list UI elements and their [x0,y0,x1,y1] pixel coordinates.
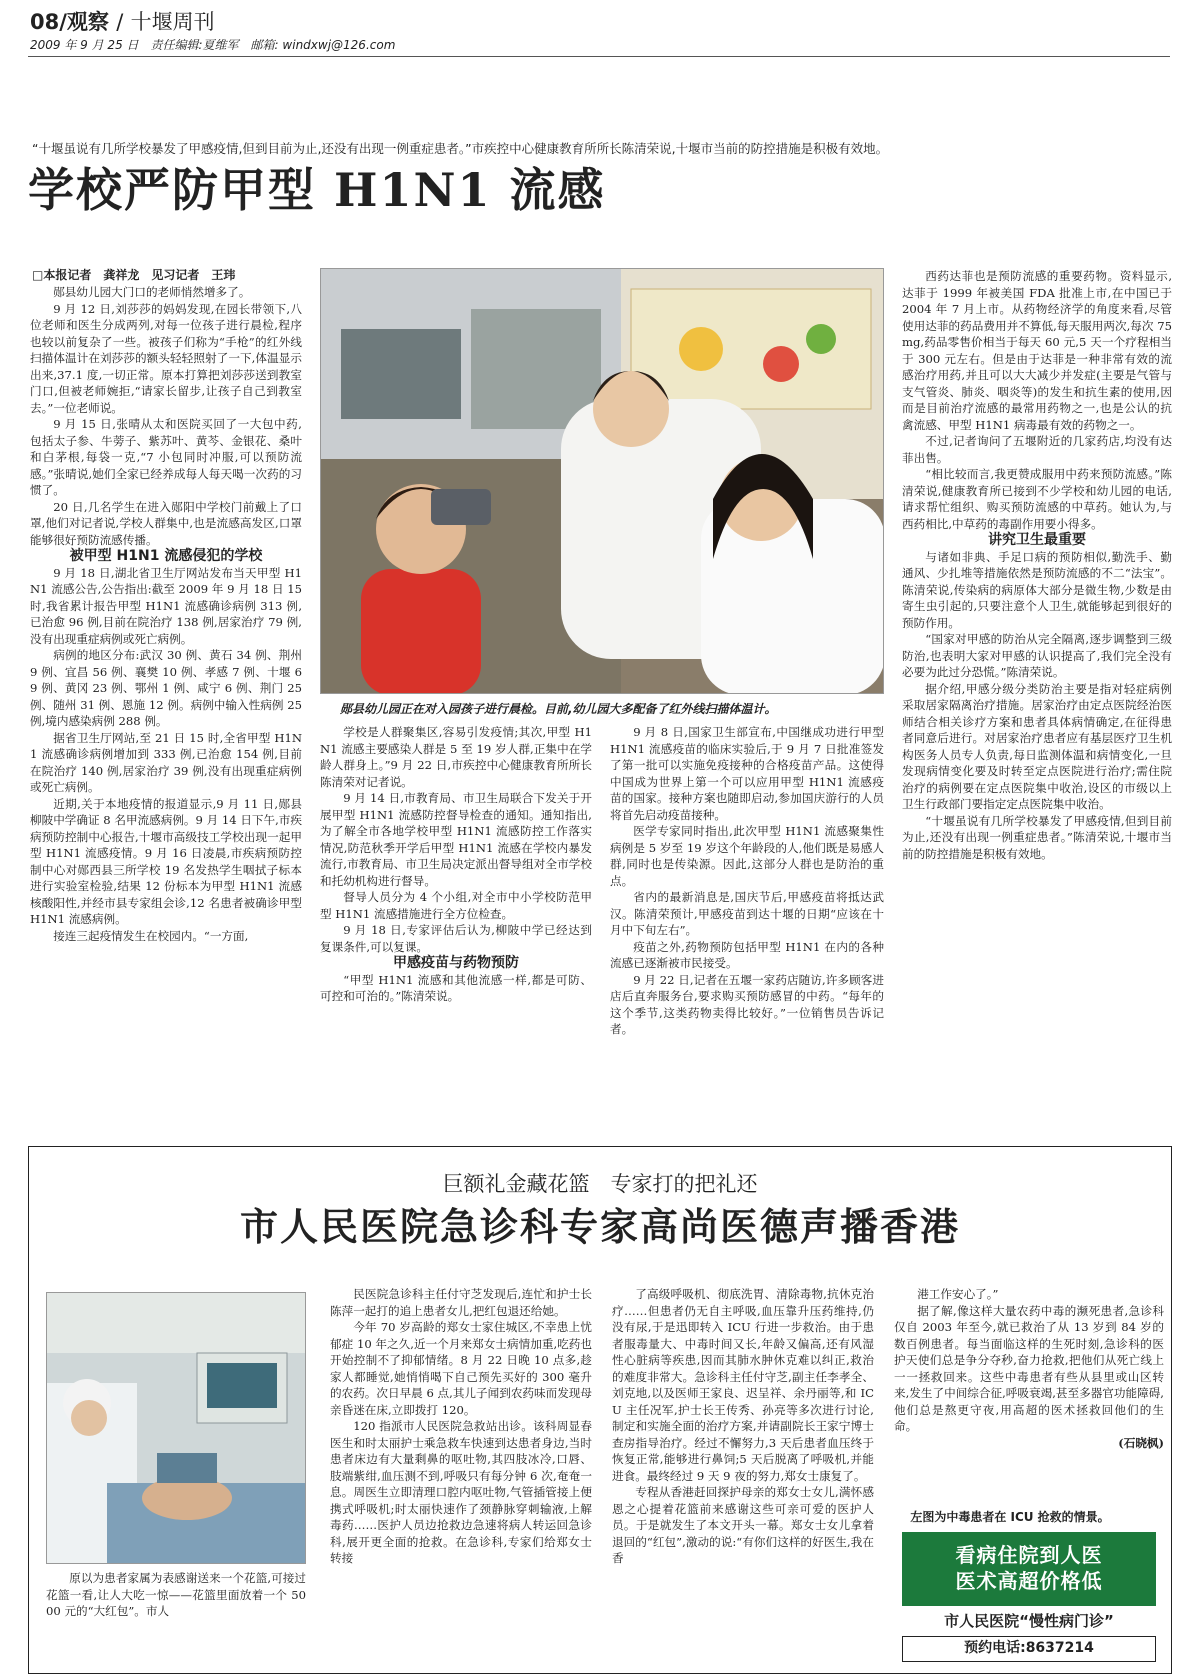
subheading-vaccine: 甲感疫苗与药物预防 [393,955,519,971]
hospital-col2-body [330,1286,592,1567]
paragraph: 9 月 18 日,专家评估后认为,柳陂中学已经达到复课条件,可以复课。 [320,923,592,954]
paragraph: 港工作安心了。” [917,1287,999,1301]
paragraph: 了高级呼吸机、彻底洗胃、清除毒物,抗休克治疗……但患者仍无自主呼吸,血压靠升压药维持,仍没有尿,于是迅即转入 ICU 行进一步救治。由于患者服毒量大、中毒时间又长,年龄又偏高,还有风湿性心脏病等疾患,因而其肺水肿休克难以纠正,救治的难度非常大。急诊科主任付守芝,副主任李孝全、刘克地,以及医师王家良、迟呈祥、余丹丽等,和 ICU 主任况军,护士长王传秀、孙亮等多次进行讨论,制定和实施全面的治疗方案,并请副院长王家宁博士查房指导治疗。经过不懈努力,3 天后患者血压终于恢复正常,能够进行鼻饲;5 天后脱离了呼吸机,并能进食。最终经过 9 天 9 夜的努力,郑女士康复了。 [612,1287,874,1483]
article-column-4 [902,268,1172,1118]
col2-bottom [320,972,592,1005]
header-slash: / [116,10,124,34]
paragraph: 原以为患者家属为表感谢送来一个花篮,可接过花篮一看,让人大吃一惊——花篮里面放着一个 5000 元的“大红包”。市人 [46,1571,306,1618]
section-number: 08/ [30,10,67,34]
hospital-column-1 [46,1570,306,1670]
col4-top [902,268,1172,532]
paragraph: 9 月 14 日,市教育局、市卫生局联合下发关于开展甲型 H1N1 流感防控督导检查的通知。通知指出,为了解全市各地学校甲型 H1N1 流感防控工作落实情况,防范秋季开学后甲型 H1N1 流感在学校内暴发流行,市教育局、市卫生局决定派出督导组对全市学校和托幼机构进行督导。 [320,791,592,888]
article-column-1 [30,284,302,1114]
subheading-hygiene: 讲究卫生最重要 [988,532,1086,548]
paragraph: 病例的地区分布:武汉 30 例、黄石 34 例、荆州 9 例、宜昌 56 例、襄樊 10 例、孝感 7 例、十堰 69 例、黄冈 23 例、鄂州 1 例、咸宁 6 例、荆门 25 例、随州 31 例、恩施 12 例。病例中输入性病例 25 例,境内感染病例 288 例。 [30,648,302,728]
kindergarten-photo [320,268,884,694]
paragraph: 督导人员分为 4 个小组,对全市中小学校防范甲型 H1N1 流感措施进行全方位检查。 [320,890,592,921]
col1-bottom [30,565,302,945]
paragraph: 120 指派市人民医院急救站出诊。该科周显春医生和时太丽护士乘急救车快速到达患者身边,当时患者床边有大量剩鼻的呕吐物,其四肢冰冷,口唇、肢端紫绀,血压测不到,呼吸只有每分钟 6 次,奄奄一息。周医生立即清理口腔内呕吐物,气管插管接上便携式呼吸机;时太丽快速作了颈静脉穿刺输液,上解毒药……医护人员边抢救边急速将病人转运回急诊科,展开更全面的抢救。在急诊科,专家们给郑女士转接 [330,1419,592,1565]
article-column-3 [610,724,884,1120]
section-name: 观察 [66,10,109,34]
paragraph: 民医院急诊科主任付守芝发现后,连忙和护士长陈萍一起打的追上患者女儿,把红包退还给她。 [330,1287,592,1318]
hospital-col3-body [612,1286,874,1567]
subheading-schools: 被甲型 H1N1 流感侵犯的学校 [69,548,263,564]
paragraph: 省内的最新消息是,国庆节后,甲感疫苗将抵达武汉。陈清荣预计,甲感疫苗到达十堰的日期“应该在十月中下旬左右”。 [610,890,884,937]
header-meta: 2009 年 9 月 25 日 责任编辑:夏维军 邮箱: windxwj@126.com [30,38,396,52]
hospital-headline: 市人民医院急诊科专家高尚医德声播香港 [239,1205,960,1249]
hospital-column-2 [330,1286,592,1670]
section-header [30,6,215,36]
kindergarten-photo-image [321,269,884,694]
paragraph: 9 月 15 日,张晴从太和医院买回了一大包中药,包括太子参、牛蒡子、紫苏叶、黄芩、金银花、桑叶和白茅根,每袋一克,“7 小包同时冲服,可以预防流感。”张晴说,她们全家已经养成每人每天喝一次药的习惯了。 [30,417,302,497]
ad-line-1: 看病住院到人医 [955,1543,1103,1567]
paragraph: 西药达菲也是预防流感的重要药物。资料显示,达菲于 1999 年被美国 FDA 批准上市,在中国已于 2004 年 7 月上市。从药物经济学的角度来看,尽管使用达菲的药品费用并不算低,每天服用两次,每次 75mg,药品零售价相当于每天 60 元,5 天一个疗程相当于 300 元左右。但是由于达菲是一种非常有效的流感治疗用药,并且可以大大减少并发症(主要是气管与支气管炎、肺炎、咽炎等)的发生和抗生素的使用,因而是目前治疗流感的最常用药物之一,也是公认的抗禽流感、甲型 H1N1 病毒最有效的药物之一。 [902,269,1172,432]
hospital-col4-body [894,1286,1164,1435]
paragraph: “国家对甲感的防治从完全隔离,逐步调整到三级防治,也表明大家对甲感的认识提高了,我们完全没有必要为此过分恐慌。”陈清荣说。 [902,632,1172,679]
paragraph: 与诸如非典、手足口病的预防相似,勤洗手、勤通风、少扎堆等措施依然是预防流感的不二“法宝”。陈清荣说,传染病的病原体大部分是微生物,少数是由寄生虫引起的,只要注意个人卫生,就能够起到很好的预防作用。 [902,549,1172,630]
paragraph: “甲型 H1N1 流感和其他流感一样,都是可防、可控和可治的。”陈清荣说。 [320,972,592,1003]
icu-photo-image [47,1293,306,1564]
kindergarten-photo-caption: 郧县幼儿园正在对入园孩子进行晨检。目前,幼儿园大多配备了红外线扫描体温计。 [340,702,777,716]
paragraph: 医学专家同时指出,此次甲型 H1N1 流感聚集性病例是 5 岁至 19 岁这个年龄段的人,他们既是易感人群,同时也是传染源。因此,这部分人群也是防治的重点。 [610,824,884,888]
paragraph: 9 月 22 日,记者在五堰一家药店随访,许多顾客进店后直奔服务台,要求购买预防感冒的中药。“每年的这个季节,这类药物卖得比较好。”一位销售员告诉记者。 [610,972,884,1036]
hospital-col1-body [46,1570,306,1620]
paragraph: 据了解,像这样大量农药中毒的濒死患者,急诊科仅自 2003 年至今,就已救治了从 13 岁到 84 岁的数百例患者。每当面临这样的生死时刻,急诊科的医护天使们总是争分夺秒,奋力抢救,把他们从死亡线上一一拯救回来。这些中毒患者有些从县里或山区转来,发生了中间综合征,呼吸衰竭,甚至多器官功能障碍,他们总是熬更守夜,用高超的医术拯救回他们的生命。 [894,1303,1164,1433]
paper-name: 十堰周刊 [130,10,215,34]
col4-bottom [902,549,1172,863]
paragraph: “十堰虽说有几所学校暴发了甲感疫情,但到目前为止,还没有出现一例重症患者。”陈清荣说,十堰市当前的防控措施是积极有效地。 [902,813,1172,861]
hospital-kicker: 巨额礼金藏花篮 专家打的把礼还 [442,1172,758,1196]
hospital-signature: (石晓枫) [1118,1435,1164,1450]
ad-phone: 预约电话:8637214 [902,1636,1156,1662]
icu-photo [46,1292,306,1564]
col3-body [610,724,884,1038]
col2-top [320,724,592,955]
hospital-ad [902,1532,1156,1606]
article-lead: “十堰虽说有几所学校暴发了甲感疫情,但到目前为止,还没有出现一例重症患者。”市疾控中心健康教育所所长陈清荣说,十堰市当前的防控措施是积极有效地。 [32,141,889,156]
ad-clinic-name: 市人民医院“慢性病门诊” [944,1612,1114,1630]
hospital-column-3 [612,1286,874,1670]
icu-photo-caption: 左图为中毒患者在 ICU 抢救的情景。 [910,1510,1110,1524]
header-divider [28,56,1170,57]
paragraph: 接连三起疫情发生在校园内。“一方面, [53,928,249,943]
paragraph: 专程从香港赶回探护母亲的郑女士女儿,满怀感恩之心提着花篮前来感谢这些可亲可爱的医护人员。于是就发生了本文开头一幕。郑女士女儿拿着退回的“红包”,激动的说:“有你们这样的好医生,我在香 [612,1485,874,1565]
paragraph: 9 月 18 日,湖北省卫生厅网站发布当天甲型 H1N1 流感公告,公告指出:截至 2009 年 9 月 18 日 15 时,我省累计报告甲型 H1N1 流感确诊病例 313 例,已治愈 96 例,目前在院治疗 138 例,居家治疗 79 例,没有出现重症病例或死亡病例。 [30,565,302,646]
ad-line-2: 医术高超价格低 [955,1569,1103,1593]
paragraph: 20 日,几名学生在进入郧阳中学校门前戴上了口罩,他们对记者说,学校人群集中,也是流感高发区,口罩能够很好预防流感传播。 [30,499,302,547]
col1-top [30,284,302,548]
paragraph: 今年 70 岁高龄的郑女士家住城区,不幸患上忧郁症 10 年之久,近一个月来郑女士病情加重,吃药也开始控制不了抑郁情绪。8 月 22 日晚 10 点多,趁家人都睡觉,她悄悄喝下自己预先买好的 300 毫升的农药。次日早晨 6 点,其儿子闻到农药味而发现母亲昏迷在床,立即拨打 120。 [330,1320,592,1417]
article-byline: □本报记者 龚祥龙 见习记者 王玮 [32,268,236,282]
paragraph: 不过,记者询问了五堰附近的几家药店,均没有达菲出售。 [902,434,1172,465]
article-column-2 [320,724,592,1120]
paragraph: 疫苗之外,药物预防包括甲型 H1N1 在内的各种流感已逐渐被市民接受。 [610,939,884,970]
paragraph: 学校是人群聚集区,容易引发疫情;其次,甲型 H1N1 流感主要感染人群是 5 至 19 岁人群,正集中在学龄人群身上。”9 月 22 日,市疾控中心健康教育所所长陈清荣对记者说。 [320,725,592,789]
paragraph: 9 月 8 日,国家卫生部宣布,中国继成功进行甲型 H1N1 流感疫苗的临床实验后,于 9 月 7 日批准签发了第一批可以实施免疫接种的合格疫苗产品。这使得中国成为世界上第一个可以应用甲型 H1N1 流感疫苗的国家。接种方案也随即启动,参加国庆游行的人员将首先启动疫苗接种。 [610,725,884,822]
article-headline: 学校严防甲型 H1N1 流感 [28,163,606,217]
paragraph: 郧县幼儿园大门口的老师悄然增多了。 [53,285,251,299]
paragraph: “相比较而言,我更赞成服用中药来预防流感。”陈清荣说,健康教育所已接到不少学校和幼儿园的电话,请求帮忙组织、购买预防流感的中草药。她认为,与西药相比,中草药的毒副作用要小得多。 [902,467,1172,531]
paragraph: 据介绍,甲感分级分类防治主要是指对轻症病例采取居家隔离治疗措施。居家治疗由定点医院经治医师结合相关诊疗方案和患者具体病情确定,在征得患者同意后进行。对居家治疗患者应有基层医疗卫生机构医务人员专人负责,每日监测体温和病情变化,一旦发现病情变化要及时转至定点医院进行治疗;需住院治疗的病例要在定点医院集中收治,设区的市级以上卫生行政部门要指定定点医院集中收治。 [902,681,1172,811]
paragraph: 近期,关于本地疫情的报道显示,9 月 11 日,郧县柳陂中学确证 8 名甲流感病例。9 月 14 日下午,市疾病预防控制中心报告,十堰市高级技工学校出现一起甲型 H1N1 流感疫情。9 月 16 日凌晨,市疾病预防控制中心对郧西县三所学校 19 名发热学生咽拭子标本进行实验室检验,结果 12 份标本为甲型 H1N1 流感核酸阳性,并经市县专家组会诊,12 名患者被确诊甲型 H1N1 流感病例。 [30,796,302,926]
hospital-column-4 [894,1286,1164,1506]
paragraph: 据省卫生厅网站,至 21 日 15 时,全省甲型 H1N1 流感确诊病例增加到 333 例,已治愈 154 例,目前在院治疗 140 例,居家治疗 39 例,没有出现重症病例或死亡病例。 [30,730,302,794]
paragraph: 9 月 12 日,刘莎莎的妈妈发现,在园长带领下,八位老师和医生分成两列,对每一位孩子进行晨检,程序也较以前复杂了一些。被孩子们称为“手枪”的红外线扫描体温计在刘莎莎的额头轻轻照射了一下,体温显示出来,37.1 度,一切正常。原本打算把刘莎莎送到教室门口,但被老师婉拒,“请家长留步,让孩子自己到教室去。”一位老师说。 [30,301,302,415]
